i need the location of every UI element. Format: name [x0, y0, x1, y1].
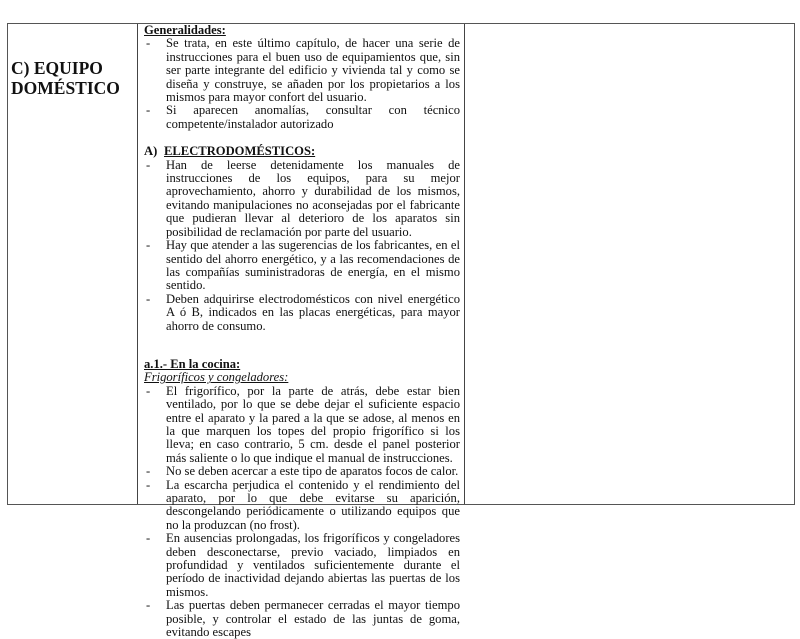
- list-item: - Las puertas deben permanecer cerradas el mayor tiempo posible, y controlar el estado de las juntas de goma, evitando escapes: [144, 599, 460, 639]
- document-table: [7, 23, 795, 639]
- list-item: - Han de leerse detenidamente los manuales de instrucciones de los equipos, para su mejor aprovechamiento, ahorro y durabilidad de los mismos, evitando manipulaciones no aconsejadas por el fabricante que pudieran llevar al deterioro de los aparatos sin posibilidad de reclamación por parte del usuario.: [144, 159, 460, 239]
- cocina-heading: a.1.- En la cocina:: [144, 356, 241, 371]
- list-item: - Si aparecen anomalías, consultar con técnico competente/instalador autorizado: [144, 104, 460, 131]
- generalidades-list: [144, 37, 460, 131]
- electrodomesticos-list: [144, 159, 460, 333]
- list-item: - Hay que atender a las sugerencias de los fabricantes, en el sentido del ahorro energético, y a las recomendaciones de las compañías suministradoras de energía, en el mismo sentido.: [144, 239, 460, 293]
- list-item: - La escarcha perjudica el contenido y el rendimiento del aparato, por lo que debe evitarse su aparición, descongelando periódicamente o utilizando equipos que no la produzcan (no frost).: [144, 479, 460, 533]
- list-item: - No se deben acercar a este tipo de aparatos focos de calor.: [144, 465, 460, 478]
- frigorificos-subheading: Frigoríficos y congeladores:: [144, 370, 289, 385]
- cocina-list: [144, 385, 460, 639]
- electrodomesticos-heading: [144, 145, 460, 158]
- list-item: - El frigorífico, por la parte de atrás, debe estar bien ventilado, por lo que se debe dejar el suficiente espacio entre el aparato y la pared a la que se adose, al menos en la que marquen los topes del propio frigorífico si los lleva; en caso contrario, 5 cm. desde el panel posterior más saliente o lo que indique el manual de instrucciones.: [144, 385, 460, 465]
- generalidades-heading: Generalidades:: [144, 23, 226, 37]
- list-item: - En ausencias prolongadas, los frigoríficos y congeladores deben desconectarse, previo vaciado, limpiados en profundidad y ventilados suficientemente durante el período de inactividad dejando abiertas las puertas de los mismos.: [144, 532, 460, 599]
- list-item: - Deben adquirirse electrodomésticos con nivel energético A ó B, indicados en las placas energéticas, para mayor ahorro de consumo.: [144, 293, 460, 333]
- section-title-line1: C) EQUIPO: [11, 58, 103, 78]
- electrodomesticos-title: ELECTRODOMÉSTICOS:: [164, 144, 316, 159]
- content-column: [138, 23, 465, 639]
- section-title-line2: DOMÉSTICO: [11, 78, 120, 98]
- list-item: - Se trata, en este último capítulo, de hacer una serie de instrucciones para el buen uso de equipamientos que, sin ser parte integrante del edificio y vivienda tal y como se diseña y construye, se añaden por los propietarios a los mismos para mayor confort del usuario.: [144, 37, 460, 104]
- section-title: [11, 58, 120, 98]
- electrodomesticos-label: A): [144, 144, 158, 159]
- notes-column: [465, 24, 794, 504]
- section-column: [8, 24, 138, 504]
